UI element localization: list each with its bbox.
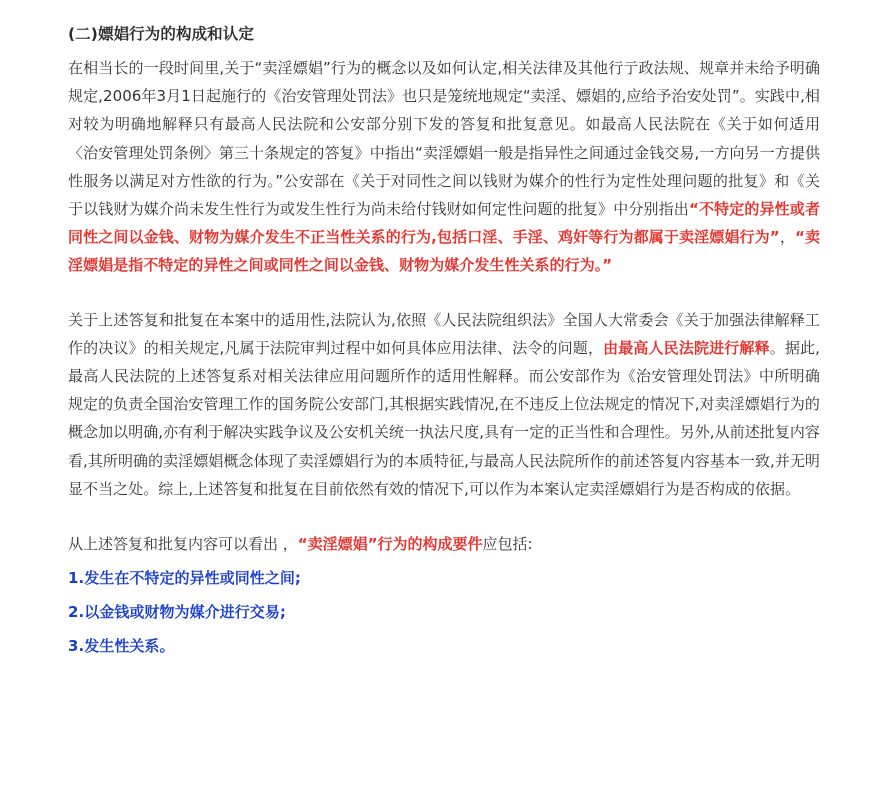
constituent-element-item-2: 2.以金钱或财物为媒介进行交易; (68, 603, 286, 622)
paragraph-two-run-red-1: 由最高人民法院进行解释 (603, 338, 770, 357)
paragraph-one (68, 54, 820, 280)
conclusion-lead-run-plain-2: 应包括: (482, 535, 533, 554)
paragraph-spacer-one (68, 280, 820, 306)
paragraph-two-run-plain-2: 。据此,最高人民法院的上述答复系对相关法律应用问题所作的适用性解释。而公安部作为《治安管理处罚法》中所明确规定的负责全国治安管理工作的国务院公安部门,其根据实践情况,在不违反上位法规定的情况下,对卖淫嫖娼行为的概念加以明确,亦有利于解决实践争议及公安机关统一执法尺度,具有一定的正当性和合理性。另外,从前述批复内容看,其所明确的卖淫嫖娼概念体现了卖淫嫖娼行为的本质特征,与最高人民法院所作的前述答复内容基本一致,并无明显不当之处。综上,上述答复和批复在目前依然有效的情况下,可以作为本案认定卖淫嫖娼行为是否构成的依据。 (68, 338, 820, 498)
paragraph-one-run-red-1: “不特定的异性或者同性之间以金钱、财物为媒介发生不正当性关系的行为,包括口淫、手淫、鸡奸等行为都属于卖淫嫖娼行为” (68, 200, 821, 247)
conclusion-lead-run-plain-1: 从上述答复和批复内容可以看出 ， (68, 535, 298, 554)
paragraph-one-run-plain-2: ， (779, 228, 795, 247)
paragraph-two (68, 306, 820, 503)
constituent-element-item-3: 3.发生性关系。 (68, 637, 175, 656)
section-heading: (二)嫖娼行为的构成和认定 (68, 25, 254, 43)
conclusion-lead-run-red: “卖淫嫖娼”行为的构成要件 (297, 535, 483, 554)
paragraph-one-run-plain-1: 在相当长的一段时间里,关于“卖淫嫖娼”行为的概念以及如何认定,相关法律及其他行亍政法规、规章并未给予明确规定,2006年3月1日起施行的《治安管理处罚法》也只是笼统地规定“卖淫、嫖娼的,应给予治安处罚”。实践中,相对较为明确地解释只有最高人民法院和公安部分别下发的答复和批复意见。如最高人民法院在《关于如何适用〈治安管理处罚条例〉第三十条规定的答复》中指出“卖淫嫖娼一般是指异性之间通过金钱交易,一方向另一方提供性服务以满足对方性欲的行为。”公安部在《关于对同性之间以钱财为媒介的性行为定性处理问题的批复》和《关于以钱财为媒介尚未发生性行为或发生性行为尚未给付钱财如何定性问题的批复》中分别指出 (68, 59, 820, 219)
conclusion-lead (68, 529, 820, 559)
paragraph-spacer-two (68, 503, 820, 529)
paragraph-one-run-red-2: “卖淫嫖娼是指不特定的异性之间或同性之间以金钱、财物为媒介发生性关系的行为。” (68, 228, 820, 275)
paragraph-two-run-plain-1: 关于上述答复和批复在本案中的适用性,法院认为,依照《人民法院组织法》全国人大常委会《关于加强法律解释工作的决议》的相关规定,凡属于法院审判过程中如何具体应用法律、法令的问题， (68, 310, 820, 357)
constituent-element-item-1: 1.发生在不特定的异性或同性之间; (68, 569, 301, 588)
